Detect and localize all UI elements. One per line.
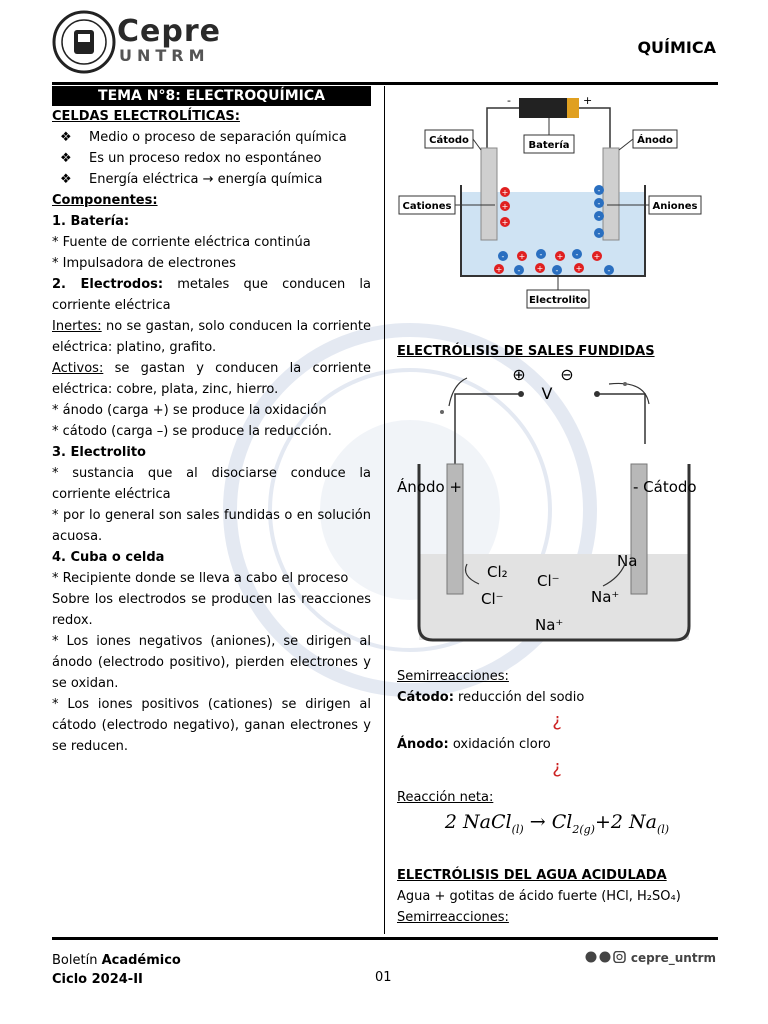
anodo-semireaction: Ánodo: oxidación cloro xyxy=(397,737,551,752)
electrolito-title: 3. Electrolito xyxy=(52,445,146,460)
cation-ion: + xyxy=(501,218,509,227)
electrolito-line-1: * sustancia que al disociarse conduce la corriente eléctrica xyxy=(52,466,371,502)
bateria-title: 1. Batería: xyxy=(52,214,130,229)
social-icons xyxy=(585,951,627,963)
cation-ion: + xyxy=(536,264,544,273)
agua-text: Agua + gotitas de ácido fuerte (HCl, H₂SO₄) xyxy=(397,888,681,904)
cathode-label: - Cátodo xyxy=(633,478,697,496)
cation-ion: + xyxy=(518,252,526,261)
electrolyte-label: Electrolito xyxy=(528,295,588,306)
bullet-item: ❖ Medio o proceso de separación química xyxy=(52,127,371,148)
column-divider xyxy=(384,86,385,934)
negative-terminal-icon: ⊖ xyxy=(560,365,574,384)
cations-label: Cationes xyxy=(402,201,452,212)
cuba-title: 4. Cuba o celda xyxy=(52,550,165,565)
diamond-bullet-icon: ❖ xyxy=(60,172,72,187)
sales-fundidas-title: ELECTRÓLISIS DE SALES FUNDIDAS xyxy=(397,344,655,359)
sodium-ion-label: Na⁺ xyxy=(535,616,564,634)
bateria-line-2: * Impulsadora de electrones xyxy=(52,256,236,271)
header-rule xyxy=(52,82,718,85)
cation-ion: + xyxy=(501,188,509,197)
anion-ion: - xyxy=(501,252,505,261)
cation-ion: + xyxy=(495,265,503,274)
anion-ion: - xyxy=(555,266,559,275)
positive-terminal-icon: ⊕ xyxy=(512,365,526,384)
cation-ion: + xyxy=(593,252,601,261)
cation-ion: + xyxy=(501,202,509,211)
cuba-line-3: * Los iones negativos (aniones), se dirigen al ánodo (electrodo positivo), pierden electrones y se oxidan. xyxy=(52,634,371,691)
catodo-line: * cátodo (carga –) se produce la reducción. xyxy=(52,424,332,439)
social-handle: cepre_untrm xyxy=(585,951,716,965)
cation-ion: + xyxy=(556,252,564,261)
anions-label: Aniones xyxy=(652,201,698,212)
anion-ion: - xyxy=(607,266,611,275)
brand-untrm: UNTRM xyxy=(119,46,210,65)
diamond-bullet-icon: ❖ xyxy=(60,151,72,166)
agua-acidulada-title: ELECTRÓLISIS DEL AGUA ACIDULADA xyxy=(397,867,667,883)
subject-title: QUÍMICA xyxy=(637,38,716,57)
sodium-label: Na xyxy=(617,552,638,570)
anodo-line: * ánodo (carga +) se produce la oxidación xyxy=(52,403,327,418)
anode-label: Ánodo + xyxy=(397,478,462,496)
catodo-semireaction: Cátodo: reducción del sodio xyxy=(397,690,585,705)
battery-label: Batería xyxy=(528,140,570,151)
electrolito-line-2: * por lo general son sales fundidas o en solución acuosa. xyxy=(52,508,371,544)
anion-ion: - xyxy=(517,266,521,275)
anion-ion: - xyxy=(597,229,601,238)
battery-plus: + xyxy=(583,94,593,107)
electrolytic-cell-diagram xyxy=(397,90,707,312)
net-reaction-equation: 2 NaCl$_{(l)}$ → $Cl_{2(g)}+2$ $Na_{(l)}$ xyxy=(444,811,670,836)
reaccion-neta-label: Reacción neta: xyxy=(397,790,494,805)
page-number: 01 xyxy=(375,970,392,985)
anion-ion: - xyxy=(597,199,601,208)
cuba-line-1: * Recipiente donde se lleva a cabo el proceso xyxy=(52,571,349,586)
left-column xyxy=(52,86,371,757)
molten-salt-diagram xyxy=(397,364,709,654)
diamond-bullet-icon: ❖ xyxy=(60,130,72,145)
activos-paragraph: Activos: se gastan y conducen la corriente eléctrica: cobre, plata, zinc, hierro. xyxy=(52,361,371,397)
cl2-label: Cl₂ xyxy=(487,563,508,581)
sodium-ion-label: Na⁺ xyxy=(591,588,620,606)
chloride-ion-label: Cl⁻ xyxy=(537,572,560,590)
voltmeter-label: V xyxy=(541,384,553,403)
tema-heading: TEMA N°8: ELECTROQUÍMICA xyxy=(52,86,371,106)
battery-minus: - xyxy=(507,94,511,107)
bullet-item: ❖ Energía eléctrica → energía química xyxy=(52,169,371,190)
componentes-title: Componentes: xyxy=(52,193,158,208)
anion-ion: - xyxy=(597,212,601,221)
bateria-line-1: * Fuente de corriente eléctrica continúa xyxy=(52,235,311,250)
footer-left: Boletín Académico Ciclo 2024-II xyxy=(52,953,181,987)
cuba-line-4: * Los iones positivos (cationes) se dirigen al cátodo (electrodo negativo), ganan electrones y se reducen. xyxy=(52,697,371,754)
bullet-item: ❖ Es un proceso redox no espontáneo xyxy=(52,148,371,169)
celdas-title: CELDAS ELECTROLÍTICAS: xyxy=(52,109,240,124)
inertes-paragraph: Inertes: no se gastan, solo conducen la corriente eléctrica: platino, grafito. xyxy=(52,319,371,355)
anion-ion: - xyxy=(539,250,543,259)
brand-cepre: Cepre xyxy=(117,14,221,49)
anode-label: Ánodo xyxy=(637,135,673,146)
equation-placeholder-icon: ¿ xyxy=(552,757,562,778)
university-logo xyxy=(52,10,116,74)
cation-ion: + xyxy=(575,264,583,273)
cuba-line-2: Sobre los electrodos se producen las reacciones redox. xyxy=(52,592,371,628)
equation-placeholder-icon: ¿ xyxy=(552,710,562,731)
anion-ion: - xyxy=(575,250,579,259)
footer-rule xyxy=(52,937,718,940)
cathode-label: Cátodo xyxy=(429,135,469,146)
semirreacciones-label-2: Semirreacciones: xyxy=(397,909,509,925)
semirreacciones-label: Semirreacciones: xyxy=(397,669,509,684)
electrodos-paragraph: 2. Electrodos: metales que conducen la corriente eléctrica xyxy=(52,277,371,313)
chloride-ion-label: Cl⁻ xyxy=(481,590,504,608)
anion-ion: - xyxy=(597,186,601,195)
